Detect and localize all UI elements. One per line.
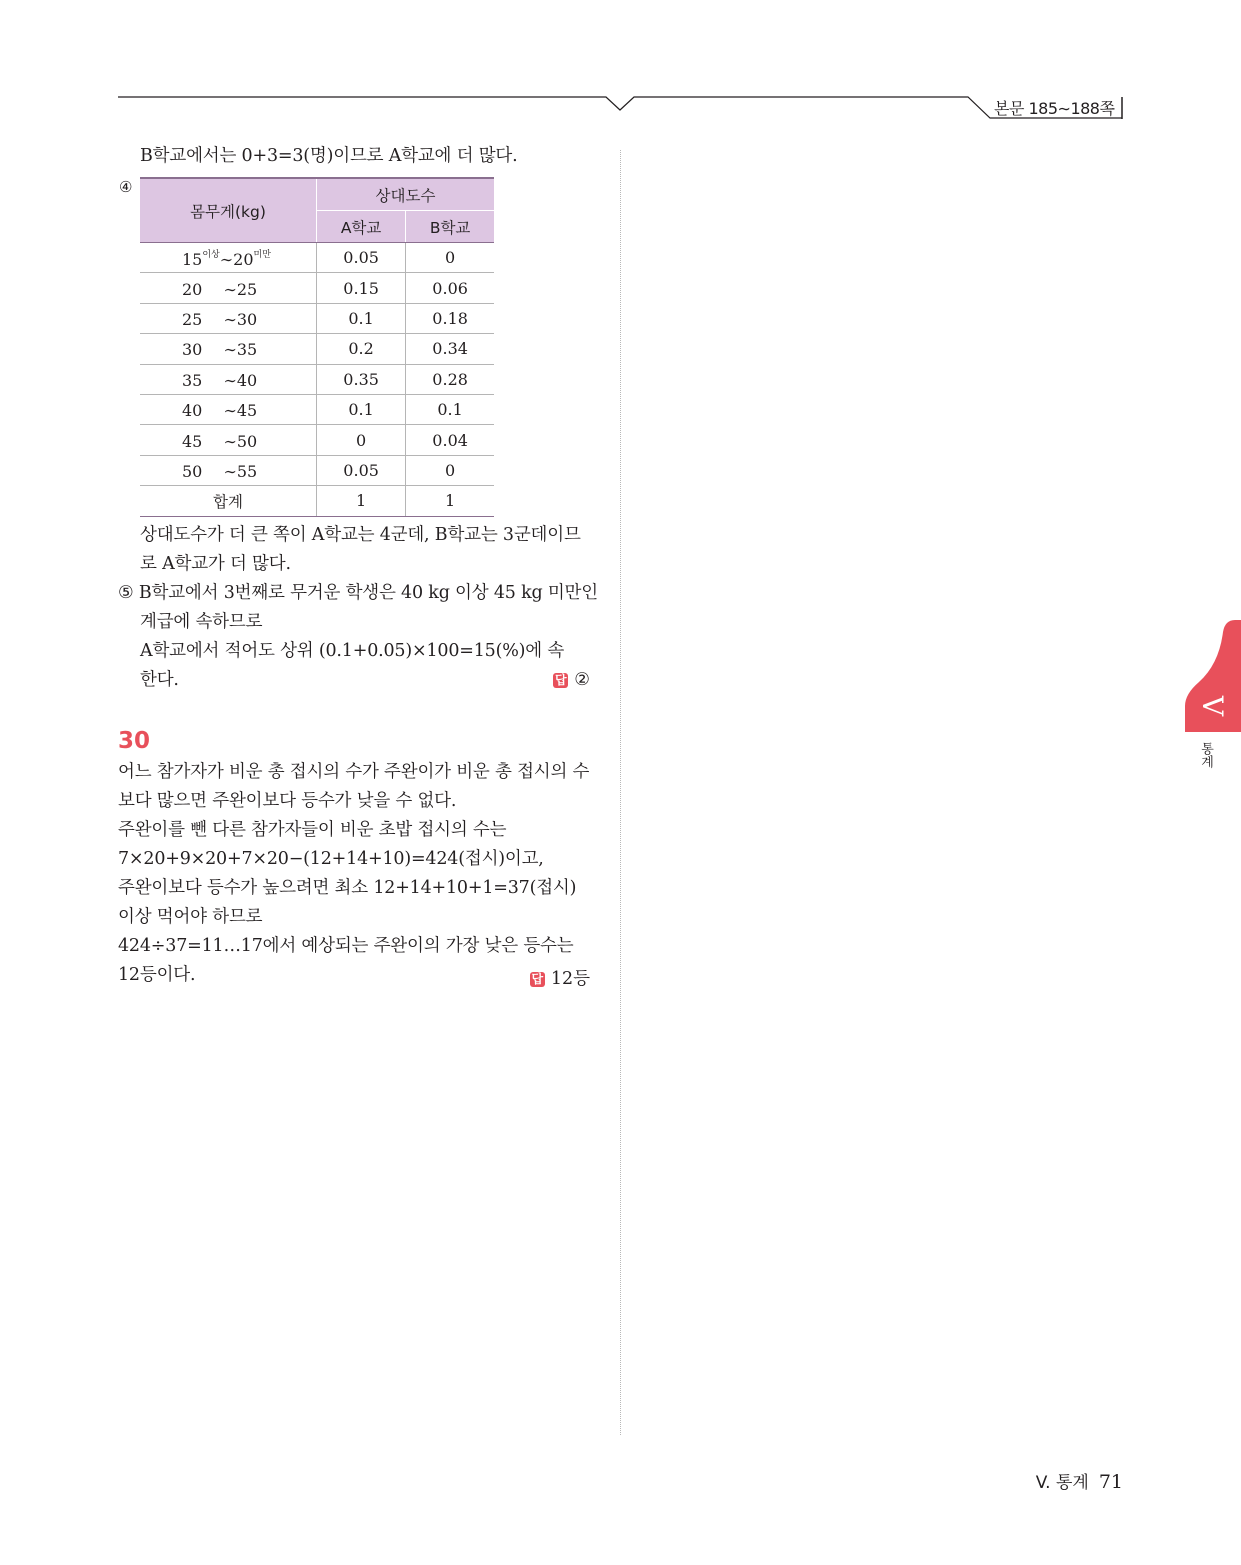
table-cell-class: $15^{이상}\sim 20^{미만}$ xyxy=(140,243,317,273)
paragraph-line: 주완이보다 등수가 높으려면 최소 12+14+10+1=37(접시) xyxy=(118,878,577,898)
paragraph-line: 상대도수가 더 큰 쪽이 A학교는 4군데, B학교는 3군데이므 xyxy=(140,525,581,545)
table-cell-a: 0.05 xyxy=(317,455,406,485)
paragraph-line: 주완이를 뺀 다른 참가자들이 비운 초밥 접시의 수는 xyxy=(118,820,507,840)
problem-number: 30 xyxy=(118,728,151,754)
paragraph-line: 7×20+9×20+7×20−(12+14+10)=424(접시)이고, xyxy=(118,849,544,869)
table-row xyxy=(140,425,494,455)
paragraph-line: 424÷37=11…17에서 예상되는 주완이의 가장 낮은 등수는 xyxy=(118,936,574,956)
item-4-marker: ④ xyxy=(119,178,133,196)
table-cell-class: 50 ∼55 xyxy=(140,455,317,485)
table-total-a: 1 xyxy=(317,486,406,516)
table-total-label: 합계 xyxy=(140,486,317,516)
paragraph-line: 로 A학교가 더 많다. xyxy=(140,554,291,574)
table-cell-a: 0.2 xyxy=(317,334,406,364)
table-cell-b: 0.34 xyxy=(406,334,494,364)
chapter-tab xyxy=(1175,620,1241,732)
table-cell-b: 0.04 xyxy=(406,425,494,455)
answer-value: 12등 xyxy=(550,969,590,989)
table-cell-a: 0.1 xyxy=(317,394,406,424)
answer-line xyxy=(553,670,590,690)
table-row xyxy=(140,455,494,485)
intro-line: B학교에서는 0+3=3(명)이므로 A학교에 더 많다. xyxy=(140,146,518,166)
paragraph-line: A학교에서 적어도 상위 (0.1+0.05)×100=15(%)에 속 xyxy=(140,641,565,661)
paragraph-line: 12등이다. xyxy=(118,965,196,985)
paragraph-line: ⑤ B학교에서 3번째로 무거운 학생은 40 kg 이상 45 kg 미만인 xyxy=(118,583,598,603)
table-cell-b: 0 xyxy=(406,455,494,485)
table-cell-b: 0.06 xyxy=(406,273,494,303)
table-cell-class: 30 ∼35 xyxy=(140,334,317,364)
table-cell-b: 0.1 xyxy=(406,394,494,424)
paragraph-line: 보다 많으면 주완이보다 등수가 낮을 수 없다. xyxy=(118,791,457,811)
table-total-row xyxy=(140,486,494,516)
table-row xyxy=(140,243,494,273)
table-row xyxy=(140,303,494,333)
answer-value: ② xyxy=(574,670,590,690)
table-cell-class: 40 ∼45 xyxy=(140,394,317,424)
table-cell-b: 0.28 xyxy=(406,364,494,394)
page-reference: 본문 185∼188쪽 xyxy=(994,99,1115,118)
table-cell-a: 0.35 xyxy=(317,364,406,394)
paragraph-line: 이상 먹어야 하므로 xyxy=(118,907,263,927)
paragraph-line: 어느 참가자가 비운 총 접시의 수가 주완이가 비운 총 접시의 수 xyxy=(118,762,590,782)
table-cell-b: 0.18 xyxy=(406,303,494,333)
paragraph-line: 한다. xyxy=(140,670,179,690)
chapter-tab-roman: V xyxy=(1196,695,1229,717)
table-row xyxy=(140,394,494,424)
table-cell-a: 0 xyxy=(317,425,406,455)
chapter-tab-label: 통계 xyxy=(1198,742,1213,768)
table-cell-class: 45 ∼50 xyxy=(140,425,317,455)
table-row xyxy=(140,334,494,364)
answer-line xyxy=(530,965,590,990)
table-header-a: A학교 xyxy=(317,211,406,243)
column-divider xyxy=(620,150,621,1435)
table-row xyxy=(140,364,494,394)
table-header-group: 상대도수 xyxy=(317,178,495,211)
table-cell-class: 35 ∼40 xyxy=(140,364,317,394)
table-header-b: B학교 xyxy=(406,211,494,243)
footer-chapter: V. 통계 xyxy=(1035,1473,1089,1493)
page-number: 71 xyxy=(1098,1471,1123,1493)
table-cell-class: 25 ∼30 xyxy=(140,303,317,333)
relative-frequency-table xyxy=(140,177,494,517)
table-total-b: 1 xyxy=(406,486,494,516)
answer-icon: 답 xyxy=(555,673,567,687)
paragraph-line: 계급에 속하므로 xyxy=(140,612,263,632)
answer-icon: 답 xyxy=(531,972,544,986)
table-header-class: 몸무게(kg) xyxy=(140,178,317,243)
table-row xyxy=(140,273,494,303)
table-cell-class: 20 ∼25 xyxy=(140,273,317,303)
table-cell-a: 0.05 xyxy=(317,243,406,273)
table-cell-a: 0.15 xyxy=(317,273,406,303)
page-footer xyxy=(1036,1468,1123,1493)
table-cell-a: 0.1 xyxy=(317,303,406,333)
table-cell-b: 0 xyxy=(406,243,494,273)
